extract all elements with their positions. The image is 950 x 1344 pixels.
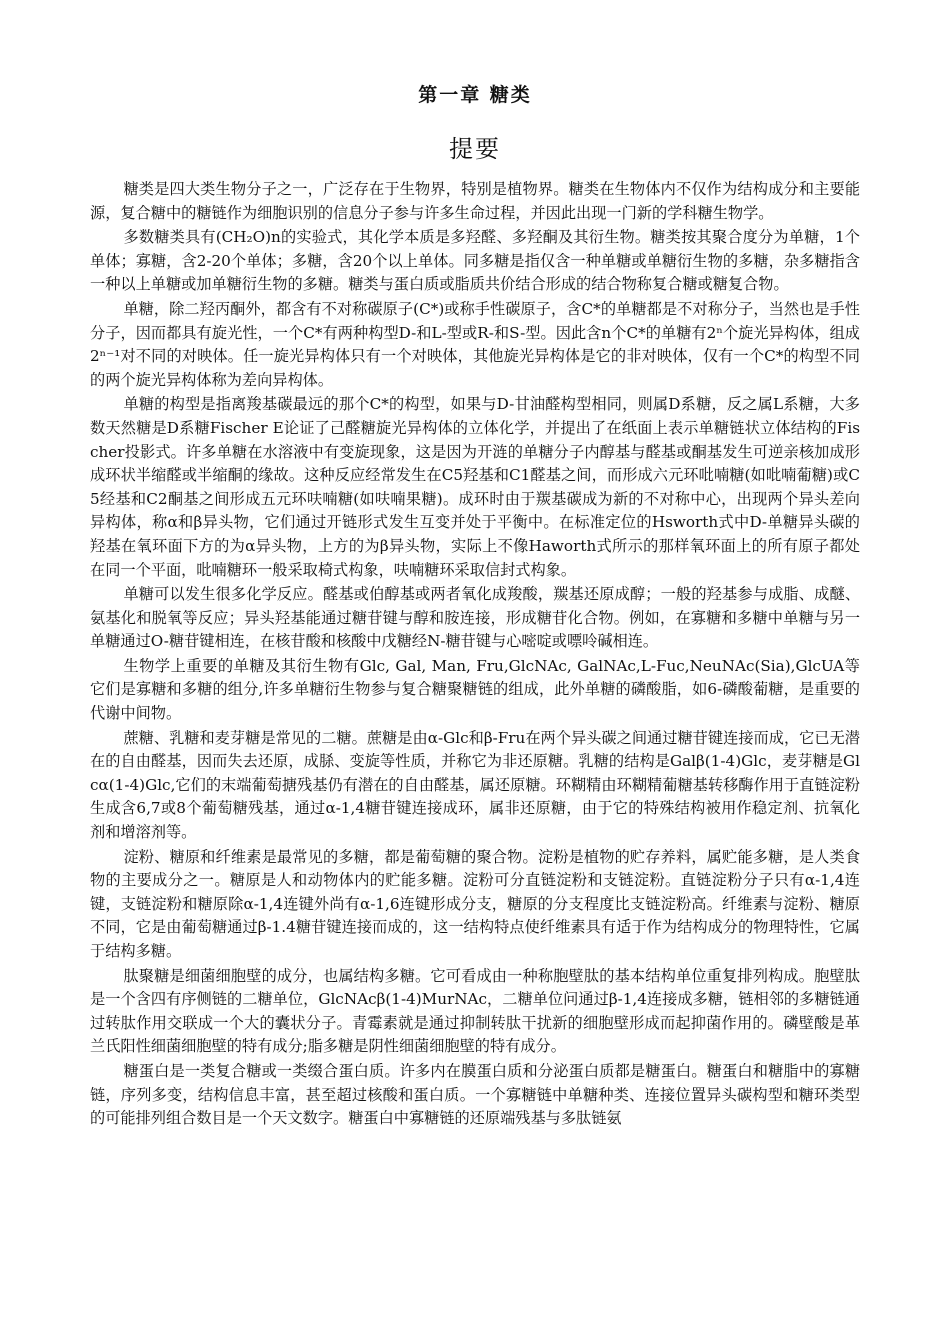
paragraph-9: 肽聚糖是细菌细胞壁的成分，也属结构多糖。它可看成由一种称胞壁肽的基本结构单位重复排列构成。胞壁肽是一个含四有序侧链的二糖单位，GlcNAcβ(1-4)MurNAc，二糖单位问通过β-1,4连接成多糖，链相邻的多糖链通过转肽作用交联成一个大的囊状分子。青霉素就是通过抑制转肽干扰新的细胞壁形成而起抑菌作用的。磷壁酸是革兰氏阳性细菌细胞壁的特有成分;脂多糖是阴性细菌细胞壁的特有成分。 <box>90 966 860 1056</box>
paragraph-5: 单糖可以发生很多化学反应。醛基或伯醇基或两者氧化成羧酸，羰基还原成醇；一般的羟基参与成脂、成醚、氨基化和脱氧等反应；异头羟基能通过糖苷键与醇和胺连接，形成糖苷化合物。例如，在寡糖和多糖中单糖与另一单糖通过O-糖苷键相连，在核苷酸和核酸中戊糖经N-糖苷键与心嘧啶或嘌呤碱相连。 <box>90 585 860 651</box>
paragraph-2: 多数糖类具有(CH₂O)n的实验式，其化学本质是多羟醛、多羟酮及其衍生物。糖类按其聚合度分为单糖，1个单体；寡糖，含2-20个单体；多糖，含20个以上单体。同多糖是指仅含一种单糖或单糖衍生物的多糖，杂多糖指含一种以上单糖或加单糖衍生物的多糖。糖类与蛋白质或脂质共价结合形成的结合物称复合糖或糖复合物。 <box>90 228 860 294</box>
paragraph-4: 单糖的构型是指离羧基碳最远的那个C*的构型，如果与D-甘油醛构型相同，则属D系糖，反之属L系糖，大多数天然糖是D系糖Fischer E论证了己醛糖旋光异构体的立体化学，并提出了在纸面上表示单糖链状立体结构的Fischer投影式。许多单糖在水溶液中有变旋现象，这是因为开涟的单糖分子内醇基与醛基或酮基发生可逆亲核加成形成环状半缩醛或半缩酮的缘故。这种反应经常发生在C5羟基和C1醛基之间，而形成六元环吡喃糖(如吡喃葡糖)或C5经基和C2酮基之间形成五元环呋喃糖(如呋喃果糖)。成环时由于羰基碳成为新的不对称中心，出现两个异头差向异构体，称α和β异头物，它们通过开链形式发生互变并处于平衡中。在标准定位的Hsworth式中D-单糖异头碳的羟基在氧环面下方的为α异头物，上方的为β异头物，实际上不像Haworth式所示的那样氧环面上的所有原子都处在同一个平面，吡喃糖环一般采取椅式构象，呋喃糖环采取信封式构象。 <box>90 395 860 579</box>
chapter-title: 第一章 糖类 <box>418 84 532 106</box>
paragraph-7: 蔗糖、乳糖和麦芽糖是常见的二糖。蔗糖是由α-Glc和β-Fru在两个异头碳之间通过糖苷键连接而成，它已无潜在的自由醛基，因而失去还原，成脎、变旋等性质，并称它为非还原糖。乳糖的结构是Galβ(1-4)Glc，麦芽糖是Glcα(1-4)Glc,它们的末端葡萄搪残基仍有潜在的自由醛基，属还原糖。环糊精由环糊精葡糖基转移酶作用于直链淀粉生成含6,7或8个葡萄糖残基，通过α-1,4糖苷键连接成环，属非还原糖，由于它的特殊结构被用作稳定剂、抗氧化剂和增溶剂等。 <box>90 728 860 842</box>
paragraph-6: 生物学上重要的单糖及其衍生物有Glc, Gal, Man, Fru,GlcNAc, GalNAc,L-Fuc,NeuNAc(Sia),GlcUA等它们是寡糖和多糖的组分,许多单糖衍生物参与复合糖聚糖链的组成，此外单糖的磷酸脂，如6-磷酸葡糖，是重要的代谢中间物。 <box>90 656 860 723</box>
paragraph-1: 糖类是四大类生物分子之一，广泛存在于生物界，特别是植物界。糖类在生物体内不仅作为结构成分和主要能源，复合糖中的糖链作为细胞识别的信息分子参与许多生命过程，并因此出现一门新的学科糖生物学。 <box>90 180 860 222</box>
section-title: 提要 <box>449 135 501 163</box>
document-page <box>90 80 860 1132</box>
paragraph-3: 单糖，除二羟丙酮外，都含有不对称碳原子(C*)或称手性碳原子，含C*的单糖都是不对称分子，当然也是手性分子，因而都具有旋光性，一个C*有两种构型D-和L-型或R-和S-型。因此含n个C*的单糖有2ⁿ个旋光异构体，组成2ⁿ⁻¹对不同的对映体。任一旋光异构体只有一个对映体，其他旋光异构体是它的非对映体，仅有一个C*的构型不同的两个旋光异构体称为差向异构体。 <box>90 299 860 389</box>
paragraph-8: 淀粉、糖原和纤维素是最常见的多糖，都是葡萄糖的聚合物。淀粉是植物的贮存养料，属贮能多糖，是人类食物的主要成分之一。糖原是人和动物体内的贮能多糖。淀粉可分直链淀粉和支链淀粉。直链淀粉分子只有α-1,4连键，支链淀粉和糖原除α-1,4连键外尚有α-1,6连键形成分支，糖原的分支程度比支链淀粉高。纤维素与淀粉、糖原不同，它是由葡萄糖通过β-1.4糖苷键连接而成的，这一结构特点使纤维素具有适于作为结构成分的物理特性，它属于结构多糖。 <box>90 847 860 960</box>
paragraph-10: 糖蛋白是一类复合糖或一类缀合蛋白质。许多内在膜蛋白质和分泌蛋白质都是糖蛋白。糖蛋白和糖脂中的寡糖链，序列多变，结构信息丰富，甚至超过核酸和蛋白质。一个寡糖链中单糖种类、连接位置异头碳构型和糖环类型的可能排列组合数目是一个天文数字。糖蛋白中寡糖链的还原端残基与多肽链氨 <box>90 1061 860 1128</box>
